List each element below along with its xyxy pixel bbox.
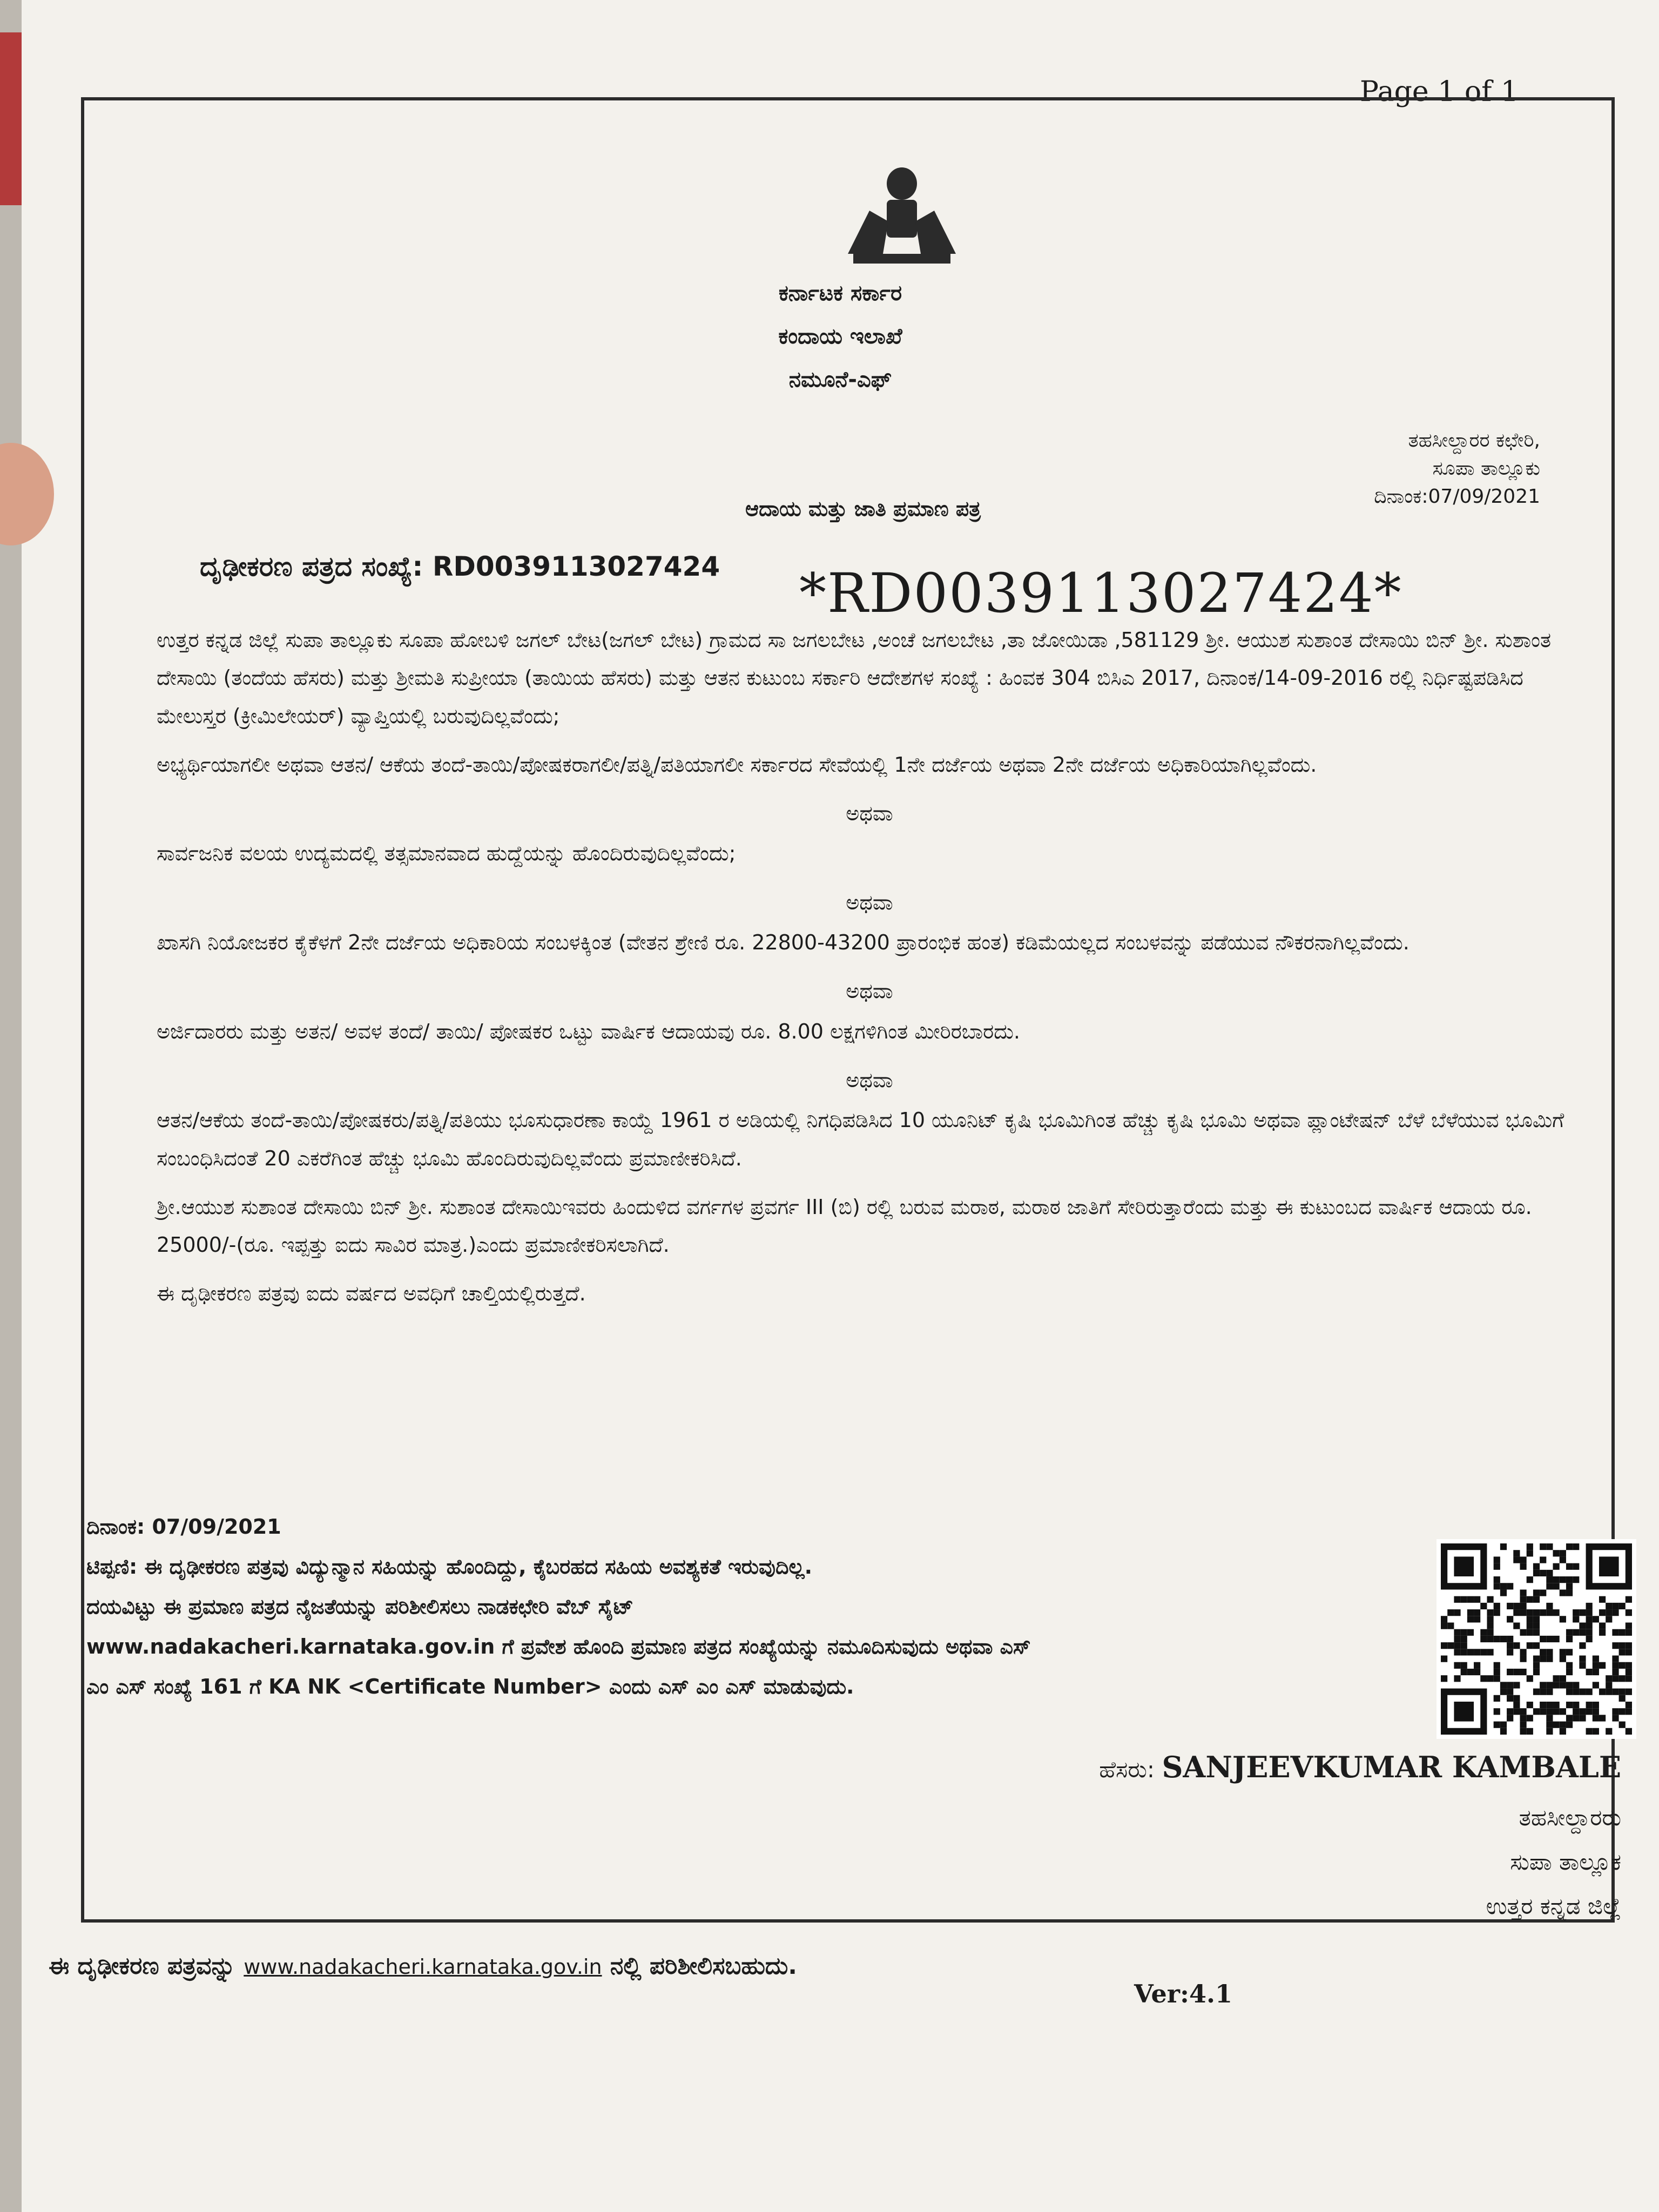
- issuing-office: [1374, 427, 1540, 511]
- certificate-body: [157, 621, 1582, 1324]
- certificate-page: [22, 0, 1659, 2212]
- footer-note-signature: ಟಿಪ್ಪಣಿ: ಈ ದೃಢೀಕರಣ ಪತ್ರವು ವಿದ್ಯುನ್ಮಾನ ಸಹಿಯನ್ನು ಹೊಂದಿದ್ದು, ಕೈಬರಹದ ಸಹಿಯ ಅವಶ್ಯಕತೆ ಇರುವುದಿಲ್ಲ.: [86, 1555, 813, 1579]
- office-name: ತಹಸೀಲ್ದಾರರ ಕಛೇರಿ,: [1408, 429, 1540, 451]
- or-separator: ಅಥವಾ: [846, 890, 893, 914]
- office-taluk: ಸೂಪಾ ತಾಲ್ಲೂಕು: [1432, 457, 1540, 480]
- header-form: ನಮೂನೆ-ಎಫ್: [788, 367, 892, 392]
- signatory-designation: ತಹಸೀಲ್ದಾರರು: [1519, 1804, 1621, 1831]
- signatory-taluk: ಸುಪಾ ತಾಲ್ಲೂಕ: [1510, 1849, 1621, 1876]
- signatory-name-label: ಹೆಸರು:: [1099, 1756, 1155, 1783]
- verify-suffix: ನಲ್ಲಿ ಪರಿಶೀಲಿಸಬಹುದು.: [610, 1952, 797, 1980]
- reference-number: RD0039113027424: [432, 551, 720, 582]
- body-paragraph: ಅಭ್ಯರ್ಥಿಯಾಗಲೀ ಅಥವಾ ಆತನ/ ಆಕೆಯ ತಂದೆ-ತಾಯಿ/ಪೋಷಕರಾಗಲೀ/ಪತ್ನಿ/ಪತಿಯಾಗಲೀ ಸರ್ಕಾರದ ಸೇವೆಯಲ್ಲಿ 1ನೇ ದರ್ಜೆಯ ಅಥವಾ 2ನೇ ದರ್ಜೆಯ ಅಧಿಕಾರಿಯಾಗಿಲ್ಲವೆಂದು.: [157, 752, 1317, 777]
- body-paragraph: ಸಾರ್ವಜನಿಕ ವಲಯ ಉದ್ಯಮದಲ್ಲಿ ತತ್ಸಮಾನವಾದ ಹುದ್ದೆಯನ್ನು ಹೊಂದಿರುವುದಿಲ್ಲವೆಂದು;: [157, 841, 736, 866]
- or-separator: ಅಥವಾ: [846, 801, 893, 826]
- reference-label: ದೃಢೀಕರಣ ಪತ್ರದ ಸಂಖ್ಯೆ:: [200, 551, 423, 582]
- state-emblem-icon: [837, 162, 967, 270]
- office-date: ದಿನಾಂಕ:07/09/2021: [1374, 485, 1540, 508]
- footer-date: ದಿನಾಂಕ: 07/09/2021: [86, 1515, 281, 1539]
- or-separator: ಅಥವಾ: [846, 1068, 893, 1092]
- verify-link[interactable]: www.nadakacheri.karnataka.gov.in: [244, 1955, 602, 1979]
- body-paragraph: ಈ ದೃಢೀಕರಣ ಪತ್ರವು ಐದು ವರ್ಷದ ಅವಧಿಗೆ ಚಾಲ್ತಿಯಲ್ಲಿರುತ್ತದೆ.: [157, 1282, 586, 1306]
- qr-code-icon: [1437, 1539, 1636, 1739]
- signature-block: [1099, 1739, 1621, 1928]
- header-department: ಕಂದಾಯ ಇಲಾಖೆ: [778, 324, 902, 349]
- barcode-text: *RD0039113027424*: [799, 562, 1402, 625]
- or-separator: ಅಥವಾ: [846, 979, 893, 1003]
- signatory-name: SANJEEVKUMAR KAMBALE: [1162, 1750, 1621, 1784]
- signatory-district: ಉತ್ತರ ಕನ್ನಡ ಜಿಲ್ಲೆ: [1486, 1893, 1621, 1920]
- footer-notes: [86, 1507, 1048, 1707]
- body-paragraph: ಉತ್ತರ ಕನ್ನಡ ಜಿಲ್ಲೆ ಸುಪಾ ತಾಲ್ಲೂಕು ಸೂಪಾ ಹೋಬಳಿ ಜಗಲ್ ಬೇಟ(ಜಗಲ್ ಬೇಟ) ಗ್ರಾಮದ ಸಾ ಜಗಲಬೇಟ ,ಅಂಚೆ ಜಗಲಬೇಟ ,ತಾ ಜೋಯಿಡಾ ,581129 ಶ್ರೀ. ಆಯುಶ ಸುಶಾಂತ ದೇಸಾಯಿ ಬಿನ್ ಶ್ರೀ. ಸುಶಾಂತ ದೇಸಾಯಿ (ತಂದೆಯ ಹೆಸರು) ಮತ್ತು ಶ್ರೀಮತಿ ಸುಪ್ರೀಯಾ (ತಾಯಿಯ ಹೆಸರು) ಮತ್ತು ಆತನ ಕುಟುಂಬ ಸರ್ಕಾರಿ ಆದೇಶಗಳ ಸಂಖ್ಯೆ : ಹಿಂವಕ 304 ಬಿಸಿಎ 2017, ದಿನಾಂಕ/14-09-2016 ರಲ್ಲಿ ನಿರ್ಧಿಷ್ಟಪಡಿಸಿದ ಮೇಲುಸ್ತರ (ಕ್ರೀಮಿಲೇಯರ್) ವ್ಯಾಪ್ತಿಯಲ್ಲಿ ಬರುವುದಿಲ್ಲವೆಂದು;: [157, 628, 1552, 728]
- body-paragraph: ಖಾಸಗಿ ನಿಯೋಜಕರ ಕೈಕೆಳಗೆ 2ನೇ ದರ್ಜೆಯ ಅಧಿಕಾರಿಯ ಸಂಬಳಕ್ಕಿಂತ (ವೇತನ ಶ್ರೇಣಿ ರೂ. 22800-43200 ಪ್ರಾರಂಭಿಕ ಹಂತ) ಕಡಿಮೆಯಲ್ಲದ ಸಂಬಳವನ್ನು ಪಡೆಯುವ ನೌಕರನಾಗಿಲ್ಲವೆಂದು.: [157, 930, 1410, 955]
- body-paragraph: ಆತನ/ಆಕೆಯ ತಂದೆ-ತಾಯಿ/ಪೋಷಕರು/ಪತ್ನಿ/ಪತಿಯು ಭೂಸುಧಾರಣಾ ಕಾಯ್ದೆ 1961 ರ ಅಡಿಯಲ್ಲಿ ನಿಗಧಿಪಡಿಸಿದ 10 ಯೂನಿಟ್ ಕೃಷಿ ಭೂಮಿಗಿಂತ ಹೆಚ್ಚು ಕೃಷಿ ಭೂಮಿ ಅಥವಾ ಪ್ಲಾಂಟೇಷನ್ ಬೆಳೆ ಬೆಳೆಯುವ ಭೂಮಿಗೆ ಸಂಬಂಧಿಸಿದಂತೆ 20 ಎಕರೆಗಿಂತ ಹೆಚ್ಚು ಭೂಮಿ ಹೊಂದಿರುವುದಿಲ್ಲವೆಂದು ಪ್ರಮಾಣೀಕರಿಸಿದೆ.: [157, 1108, 1564, 1170]
- version-label: Ver:4.1: [1134, 1979, 1232, 2008]
- header-government: ಕರ್ನಾಟಕ ಸರ್ಕಾರ: [778, 281, 902, 306]
- certificate-title: ಆದಾಯ ಮತ್ತು ಜಾತಿ ಪ್ರಮಾಣ ಪತ್ರ: [745, 497, 981, 521]
- signatory-name-row: [1099, 1739, 1621, 1796]
- verify-prefix: ಈ ದೃಢೀಕರಣ ಪತ್ರವನ್ನು: [49, 1952, 235, 1980]
- reference-row: [200, 551, 720, 583]
- footer-note-verification: ದಯವಿಟ್ಟು ಈ ಪ್ರಮಾಣ ಪತ್ರದ ನೈಜತೆಯನ್ನು ಪರಿಶೀಲಿಸಲು ನಾಡಕಛೇರಿ ವೆಬ್ ಸೈಟ್ www.nadakacheri.karnataka.gov.in ಗೆ ಪ್ರವೇಶ ಹೊಂದಿ ಪ್ರಮಾಣ ಪತ್ರದ ಸಂಖ್ಯೆಯನ್ನು ನಮೂದಿಸುವುದು ಅಥವಾ ಎಸ್ ಎಂ ಎಸ್ ಸಂಖ್ಯೆ 161 ಗೆ KA NK <Certificate Number> ಎಂದು ಎಸ್ ಎಂ ಎಸ್ ಮಾಡುವುದು.: [86, 1595, 1031, 1699]
- body-paragraph: ಅರ್ಜಿದಾರರು ಮತ್ತು ಅತನ/ ಅವಳ ತಂದೆ/ ತಾಯಿ/ ಪೋಷಕರ ಒಟ್ಟು ವಾರ್ಷಿಕ ಆದಾಯವು ರೂ. 8.00 ಲಕ್ಷಗಳಿಗಿಂತ ಮೀರಿರಬಾರದು.: [157, 1019, 1020, 1043]
- page-number: Page 1 of 1: [1359, 76, 1519, 108]
- body-paragraph: ಶ್ರೀ.ಆಯುಶ ಸುಶಾಂತ ದೇಸಾಯಿ ಬಿನ್ ಶ್ರೀ. ಸುಶಾಂತ ದೇಸಾಯಿಇವರು ಹಿಂದುಳಿದ ವರ್ಗಗಳ ಪ್ರವರ್ಗ III (ಬಿ) ರಲ್ಲಿ ಬರುವ ಮರಾಠ, ಮರಾಠ ಜಾತಿಗೆ ಸೇರಿರುತ್ತಾರೆಂದು ಮತ್ತು ಈ ಕುಟುಂಬದ ವಾರ್ಷಿಕ ಆದಾಯ ರೂ. 25000/-(ರೂ. ಇಪ್ಪತ್ತು ಐದು ಸಾವಿರ ಮಾತ್ರ.)ಎಂದು ಪ್ರಮಾಣೀಕರಿಸಲಾಗಿದೆ.: [157, 1195, 1532, 1257]
- verification-line: [49, 1952, 797, 1980]
